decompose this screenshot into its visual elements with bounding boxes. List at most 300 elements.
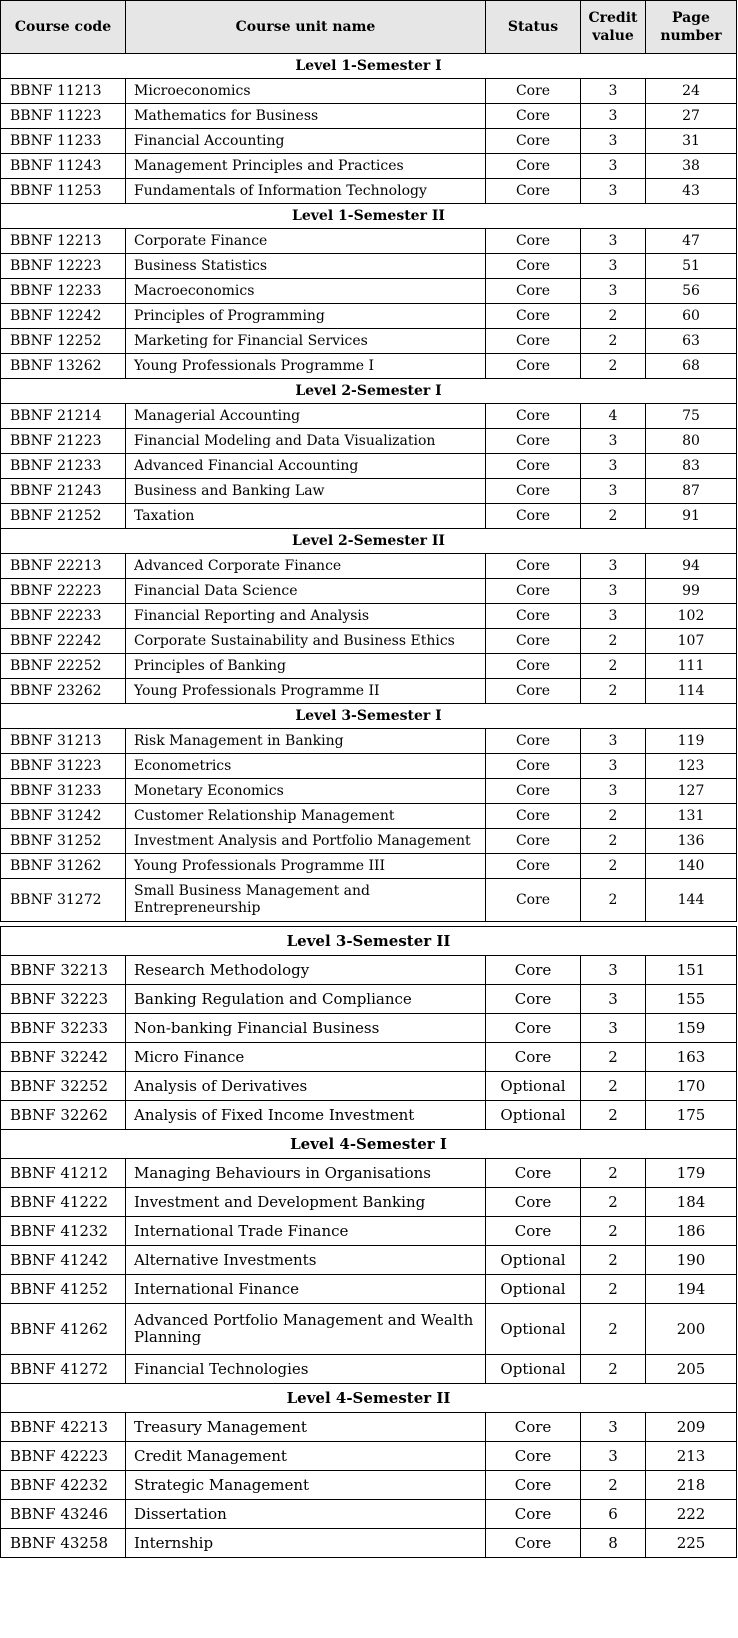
course-name-cell: Fundamentals of Information Technology xyxy=(126,179,486,204)
course-code-cell: BBNF 42232 xyxy=(1,1471,126,1500)
course-code-cell: BBNF 12213 xyxy=(1,229,126,254)
course-code-cell: BBNF 32252 xyxy=(1,1072,126,1101)
table-row xyxy=(1,1159,737,1188)
course-name-cell: Financial Data Science xyxy=(126,579,486,604)
page-number-cell: 31 xyxy=(646,129,737,154)
credit-value-cell: 3 xyxy=(581,554,646,579)
status-cell: Core xyxy=(486,554,581,579)
table-row xyxy=(1,754,737,779)
table-row xyxy=(1,779,737,804)
status-cell: Optional xyxy=(486,1246,581,1275)
page-number-cell: 60 xyxy=(646,304,737,329)
status-cell: Core xyxy=(486,729,581,754)
course-name-cell: International Finance xyxy=(126,1275,486,1304)
credit-value-cell: 2 xyxy=(581,1101,646,1130)
section-title: Level 4-Semester II xyxy=(1,1384,737,1413)
table-row xyxy=(1,956,737,985)
page-number-cell: 24 xyxy=(646,79,737,104)
section-header-row xyxy=(1,704,737,729)
status-cell: Core xyxy=(486,179,581,204)
course-name-cell: Corporate Sustainability and Business Ethics xyxy=(126,629,486,654)
course-name-cell: Managerial Accounting xyxy=(126,404,486,429)
page-number-cell: 27 xyxy=(646,104,737,129)
credit-value-cell: 2 xyxy=(581,1043,646,1072)
table-row xyxy=(1,1304,737,1355)
table-body-part-2 xyxy=(1,927,737,1558)
course-name-cell: Advanced Portfolio Management and Wealth Planning xyxy=(126,1304,486,1355)
course-code-cell: BBNF 41262 xyxy=(1,1304,126,1355)
status-cell: Core xyxy=(486,404,581,429)
course-code-cell: BBNF 22223 xyxy=(1,579,126,604)
page-number-cell: 190 xyxy=(646,1246,737,1275)
course-name-cell: Treasury Management xyxy=(126,1413,486,1442)
page-number-cell: 209 xyxy=(646,1413,737,1442)
course-name-cell: Micro Finance xyxy=(126,1043,486,1072)
status-cell: Core xyxy=(486,354,581,379)
course-name-cell: Young Professionals Programme II xyxy=(126,679,486,704)
status-cell: Core xyxy=(486,804,581,829)
section-title: Level 3-Semester I xyxy=(1,704,737,729)
table-row xyxy=(1,679,737,704)
status-cell: Core xyxy=(486,779,581,804)
course-name-cell: Monetary Economics xyxy=(126,779,486,804)
credit-value-cell: 3 xyxy=(581,254,646,279)
course-code-cell: BBNF 31262 xyxy=(1,854,126,879)
page-number-cell: 91 xyxy=(646,504,737,529)
status-cell: Core xyxy=(486,1500,581,1529)
header-credit-value-line-2: value xyxy=(592,28,634,44)
credit-value-cell: 2 xyxy=(581,1355,646,1384)
section-header-row xyxy=(1,1130,737,1159)
course-code-cell: BBNF 21233 xyxy=(1,454,126,479)
course-code-cell: BBNF 43246 xyxy=(1,1500,126,1529)
table-row xyxy=(1,429,737,454)
page-number-cell: 159 xyxy=(646,1014,737,1043)
credit-value-cell: 3 xyxy=(581,279,646,304)
table-body-part-1 xyxy=(1,54,737,922)
credit-value-cell: 3 xyxy=(581,1413,646,1442)
section-title: Level 2-Semester II xyxy=(1,529,737,554)
credit-value-cell: 2 xyxy=(581,1188,646,1217)
status-cell: Core xyxy=(486,679,581,704)
status-cell: Optional xyxy=(486,1101,581,1130)
table-row xyxy=(1,454,737,479)
table-row xyxy=(1,854,737,879)
course-code-cell: BBNF 11213 xyxy=(1,79,126,104)
course-name-cell: Analysis of Fixed Income Investment xyxy=(126,1101,486,1130)
credit-value-cell: 3 xyxy=(581,604,646,629)
table-row xyxy=(1,229,737,254)
status-cell: Optional xyxy=(486,1304,581,1355)
course-name-cell: Managing Behaviours in Organisations xyxy=(126,1159,486,1188)
page-number-cell: 184 xyxy=(646,1188,737,1217)
credit-value-cell: 3 xyxy=(581,154,646,179)
page-number-cell: 111 xyxy=(646,654,737,679)
table-row xyxy=(1,1355,737,1384)
credit-value-cell: 2 xyxy=(581,1246,646,1275)
status-cell: Core xyxy=(486,1159,581,1188)
status-cell: Core xyxy=(486,1442,581,1471)
page-number-cell: 218 xyxy=(646,1471,737,1500)
credit-value-cell: 3 xyxy=(581,779,646,804)
course-name-cell: Non-banking Financial Business xyxy=(126,1014,486,1043)
status-cell: Core xyxy=(486,1217,581,1246)
header-course-unit-name: Course unit name xyxy=(126,1,486,54)
credit-value-cell: 2 xyxy=(581,1471,646,1500)
course-name-cell: Small Business Management and Entrepreneurship xyxy=(126,879,486,922)
course-name-cell: Investment Analysis and Portfolio Management xyxy=(126,829,486,854)
credit-value-cell: 3 xyxy=(581,479,646,504)
course-name-cell: Principles of Banking xyxy=(126,654,486,679)
status-cell: Core xyxy=(486,104,581,129)
table-row xyxy=(1,154,737,179)
page-number-cell: 80 xyxy=(646,429,737,454)
course-name-cell: Econometrics xyxy=(126,754,486,779)
credit-value-cell: 2 xyxy=(581,1159,646,1188)
course-code-cell: BBNF 42223 xyxy=(1,1442,126,1471)
course-code-cell: BBNF 11253 xyxy=(1,179,126,204)
page-number-cell: 38 xyxy=(646,154,737,179)
page-number-cell: 43 xyxy=(646,179,737,204)
course-code-cell: BBNF 31223 xyxy=(1,754,126,779)
table-row xyxy=(1,729,737,754)
status-cell: Core xyxy=(486,604,581,629)
credit-value-cell: 3 xyxy=(581,754,646,779)
table-row xyxy=(1,104,737,129)
course-name-cell: Credit Management xyxy=(126,1442,486,1471)
page-number-cell: 94 xyxy=(646,554,737,579)
section-header-row xyxy=(1,54,737,79)
status-cell: Core xyxy=(486,956,581,985)
status-cell: Core xyxy=(486,304,581,329)
section-title: Level 1-Semester II xyxy=(1,204,737,229)
credit-value-cell: 2 xyxy=(581,1217,646,1246)
credit-value-cell: 3 xyxy=(581,956,646,985)
page-number-cell: 140 xyxy=(646,854,737,879)
status-cell: Core xyxy=(486,1529,581,1558)
course-name-cell: Business and Banking Law xyxy=(126,479,486,504)
section-header-row xyxy=(1,204,737,229)
course-name-cell: Internship xyxy=(126,1529,486,1558)
course-name-cell: Advanced Corporate Finance xyxy=(126,554,486,579)
table-row xyxy=(1,1471,737,1500)
course-code-cell: BBNF 31242 xyxy=(1,804,126,829)
course-code-cell: BBNF 11233 xyxy=(1,129,126,154)
status-cell: Core xyxy=(486,1014,581,1043)
status-cell: Core xyxy=(486,1471,581,1500)
section-title: Level 1-Semester I xyxy=(1,54,737,79)
page-number-cell: 99 xyxy=(646,579,737,604)
page-number-cell: 83 xyxy=(646,454,737,479)
section-header-row xyxy=(1,1384,737,1413)
table-row xyxy=(1,629,737,654)
course-code-cell: BBNF 42213 xyxy=(1,1413,126,1442)
course-name-cell: Business Statistics xyxy=(126,254,486,279)
page-number-cell: 47 xyxy=(646,229,737,254)
page-number-cell: 107 xyxy=(646,629,737,654)
course-code-cell: BBNF 31213 xyxy=(1,729,126,754)
course-code-cell: BBNF 22233 xyxy=(1,604,126,629)
credit-value-cell: 8 xyxy=(581,1529,646,1558)
course-code-cell: BBNF 41242 xyxy=(1,1246,126,1275)
course-name-cell: Risk Management in Banking xyxy=(126,729,486,754)
header-credit-value xyxy=(581,1,646,54)
status-cell: Core xyxy=(486,629,581,654)
status-cell: Core xyxy=(486,1043,581,1072)
table-row xyxy=(1,1072,737,1101)
course-code-cell: BBNF 41272 xyxy=(1,1355,126,1384)
course-name-cell: Research Methodology xyxy=(126,956,486,985)
credit-value-cell: 2 xyxy=(581,654,646,679)
page-number-cell: 151 xyxy=(646,956,737,985)
course-code-cell: BBNF 21223 xyxy=(1,429,126,454)
course-name-cell: Young Professionals Programme I xyxy=(126,354,486,379)
credit-value-cell: 3 xyxy=(581,429,646,454)
credit-value-cell: 6 xyxy=(581,1500,646,1529)
header-page-number-line-2: number xyxy=(660,28,722,44)
status-cell: Optional xyxy=(486,1072,581,1101)
table-row xyxy=(1,1442,737,1471)
status-cell: Optional xyxy=(486,1275,581,1304)
course-code-cell: BBNF 13262 xyxy=(1,354,126,379)
course-name-cell: Financial Reporting and Analysis xyxy=(126,604,486,629)
page-number-cell: 75 xyxy=(646,404,737,429)
header-page-number xyxy=(646,1,737,54)
table-row xyxy=(1,1188,737,1217)
table-row xyxy=(1,1529,737,1558)
status-cell: Core xyxy=(486,254,581,279)
header-credit-value-line-1: Credit xyxy=(588,10,638,26)
course-code-cell: BBNF 11223 xyxy=(1,104,126,129)
page-number-cell: 186 xyxy=(646,1217,737,1246)
table-row xyxy=(1,1217,737,1246)
page-number-cell: 222 xyxy=(646,1500,737,1529)
table-row xyxy=(1,879,737,922)
course-code-cell: BBNF 31272 xyxy=(1,879,126,922)
credit-value-cell: 2 xyxy=(581,1275,646,1304)
page-number-cell: 194 xyxy=(646,1275,737,1304)
table-row xyxy=(1,1500,737,1529)
course-name-cell: Dissertation xyxy=(126,1500,486,1529)
table-row xyxy=(1,1246,737,1275)
course-code-cell: BBNF 32262 xyxy=(1,1101,126,1130)
status-cell: Core xyxy=(486,129,581,154)
course-code-cell: BBNF 21214 xyxy=(1,404,126,429)
table-header-row xyxy=(1,1,737,54)
course-name-cell: Alternative Investments xyxy=(126,1246,486,1275)
table-row xyxy=(1,654,737,679)
course-name-cell: Customer Relationship Management xyxy=(126,804,486,829)
status-cell: Core xyxy=(486,654,581,679)
page-number-cell: 179 xyxy=(646,1159,737,1188)
course-code-cell: BBNF 32213 xyxy=(1,956,126,985)
credit-value-cell: 4 xyxy=(581,404,646,429)
credit-value-cell: 3 xyxy=(581,79,646,104)
status-cell: Core xyxy=(486,985,581,1014)
section-header-row xyxy=(1,529,737,554)
status-cell: Core xyxy=(486,579,581,604)
credit-value-cell: 2 xyxy=(581,804,646,829)
status-cell: Core xyxy=(486,1188,581,1217)
page-number-cell: 127 xyxy=(646,779,737,804)
status-cell: Optional xyxy=(486,1355,581,1384)
status-cell: Core xyxy=(486,879,581,922)
table-row xyxy=(1,579,737,604)
page-number-cell: 102 xyxy=(646,604,737,629)
credit-value-cell: 3 xyxy=(581,985,646,1014)
course-code-cell: BBNF 21252 xyxy=(1,504,126,529)
page-number-cell: 87 xyxy=(646,479,737,504)
course-code-cell: BBNF 22242 xyxy=(1,629,126,654)
status-cell: Core xyxy=(486,154,581,179)
credit-value-cell: 3 xyxy=(581,229,646,254)
table-row xyxy=(1,1043,737,1072)
credit-value-cell: 2 xyxy=(581,1072,646,1101)
credit-value-cell: 3 xyxy=(581,179,646,204)
table-row xyxy=(1,129,737,154)
credit-value-cell: 2 xyxy=(581,329,646,354)
course-code-cell: BBNF 22213 xyxy=(1,554,126,579)
course-name-cell: International Trade Finance xyxy=(126,1217,486,1246)
credit-value-cell: 2 xyxy=(581,304,646,329)
course-code-cell: BBNF 11243 xyxy=(1,154,126,179)
course-name-cell: Financial Modeling and Data Visualization xyxy=(126,429,486,454)
course-name-cell: Taxation xyxy=(126,504,486,529)
table-row xyxy=(1,554,737,579)
table-row xyxy=(1,479,737,504)
course-name-cell: Young Professionals Programme III xyxy=(126,854,486,879)
course-name-cell: Advanced Financial Accounting xyxy=(126,454,486,479)
page-number-cell: 144 xyxy=(646,879,737,922)
table-row xyxy=(1,1413,737,1442)
page-number-cell: 163 xyxy=(646,1043,737,1072)
course-name-cell: Investment and Development Banking xyxy=(126,1188,486,1217)
credit-value-cell: 3 xyxy=(581,129,646,154)
credit-value-cell: 3 xyxy=(581,1442,646,1471)
page-number-cell: 225 xyxy=(646,1529,737,1558)
section-header-row xyxy=(1,927,737,956)
course-name-cell: Macroeconomics xyxy=(126,279,486,304)
course-name-cell: Corporate Finance xyxy=(126,229,486,254)
status-cell: Core xyxy=(486,1413,581,1442)
page-number-cell: 68 xyxy=(646,354,737,379)
status-cell: Core xyxy=(486,79,581,104)
course-code-cell: BBNF 12223 xyxy=(1,254,126,279)
credit-value-cell: 3 xyxy=(581,104,646,129)
credit-value-cell: 3 xyxy=(581,729,646,754)
status-cell: Core xyxy=(486,829,581,854)
credit-value-cell: 2 xyxy=(581,1304,646,1355)
course-code-cell: BBNF 21243 xyxy=(1,479,126,504)
table-row xyxy=(1,179,737,204)
course-table-part-2 xyxy=(0,926,737,1558)
status-cell: Core xyxy=(486,854,581,879)
course-code-cell: BBNF 22252 xyxy=(1,654,126,679)
course-name-cell: Microeconomics xyxy=(126,79,486,104)
page-number-cell: 114 xyxy=(646,679,737,704)
course-code-cell: BBNF 32233 xyxy=(1,1014,126,1043)
course-code-cell: BBNF 12233 xyxy=(1,279,126,304)
table-row xyxy=(1,329,737,354)
page-number-cell: 123 xyxy=(646,754,737,779)
credit-value-cell: 2 xyxy=(581,854,646,879)
credit-value-cell: 3 xyxy=(581,454,646,479)
course-code-cell: BBNF 23262 xyxy=(1,679,126,704)
course-code-cell: BBNF 41252 xyxy=(1,1275,126,1304)
course-code-cell: BBNF 41232 xyxy=(1,1217,126,1246)
page-number-cell: 170 xyxy=(646,1072,737,1101)
course-name-cell: Banking Regulation and Compliance xyxy=(126,985,486,1014)
credit-value-cell: 2 xyxy=(581,504,646,529)
course-code-cell: BBNF 43258 xyxy=(1,1529,126,1558)
course-name-cell: Financial Technologies xyxy=(126,1355,486,1384)
course-code-cell: BBNF 31233 xyxy=(1,779,126,804)
course-code-cell: BBNF 41212 xyxy=(1,1159,126,1188)
status-cell: Core xyxy=(486,504,581,529)
section-title: Level 2-Semester I xyxy=(1,379,737,404)
course-name-cell: Strategic Management xyxy=(126,1471,486,1500)
table-row xyxy=(1,1275,737,1304)
course-code-cell: BBNF 41222 xyxy=(1,1188,126,1217)
status-cell: Core xyxy=(486,479,581,504)
course-name-cell: Principles of Programming xyxy=(126,304,486,329)
course-code-cell: BBNF 32242 xyxy=(1,1043,126,1072)
credit-value-cell: 2 xyxy=(581,354,646,379)
header-status: Status xyxy=(486,1,581,54)
credit-value-cell: 3 xyxy=(581,579,646,604)
credit-value-cell: 3 xyxy=(581,1014,646,1043)
page-number-cell: 63 xyxy=(646,329,737,354)
section-title: Level 4-Semester I xyxy=(1,1130,737,1159)
page-number-cell: 200 xyxy=(646,1304,737,1355)
status-cell: Core xyxy=(486,229,581,254)
status-cell: Core xyxy=(486,454,581,479)
page-number-cell: 56 xyxy=(646,279,737,304)
table-row xyxy=(1,604,737,629)
header-course-code: Course code xyxy=(1,1,126,54)
table-row xyxy=(1,1101,737,1130)
section-header-row xyxy=(1,379,737,404)
status-cell: Core xyxy=(486,329,581,354)
course-code-cell: BBNF 12252 xyxy=(1,329,126,354)
section-title: Level 3-Semester II xyxy=(1,927,737,956)
table-row xyxy=(1,254,737,279)
page-number-cell: 205 xyxy=(646,1355,737,1384)
course-code-cell: BBNF 12242 xyxy=(1,304,126,329)
header-page-number-line-1: Page xyxy=(672,10,710,26)
table-row xyxy=(1,1014,737,1043)
course-name-cell: Mathematics for Business xyxy=(126,104,486,129)
table-row xyxy=(1,985,737,1014)
page-number-cell: 119 xyxy=(646,729,737,754)
table-row xyxy=(1,79,737,104)
page-number-cell: 136 xyxy=(646,829,737,854)
table-row xyxy=(1,404,737,429)
credit-value-cell: 2 xyxy=(581,879,646,922)
course-code-cell: BBNF 32223 xyxy=(1,985,126,1014)
status-cell: Core xyxy=(486,754,581,779)
course-code-cell: BBNF 31252 xyxy=(1,829,126,854)
page-number-cell: 51 xyxy=(646,254,737,279)
credit-value-cell: 2 xyxy=(581,629,646,654)
table-row xyxy=(1,504,737,529)
table-row xyxy=(1,829,737,854)
status-cell: Core xyxy=(486,279,581,304)
course-name-cell: Analysis of Derivatives xyxy=(126,1072,486,1101)
table-row xyxy=(1,804,737,829)
table-row xyxy=(1,304,737,329)
page-number-cell: 175 xyxy=(646,1101,737,1130)
